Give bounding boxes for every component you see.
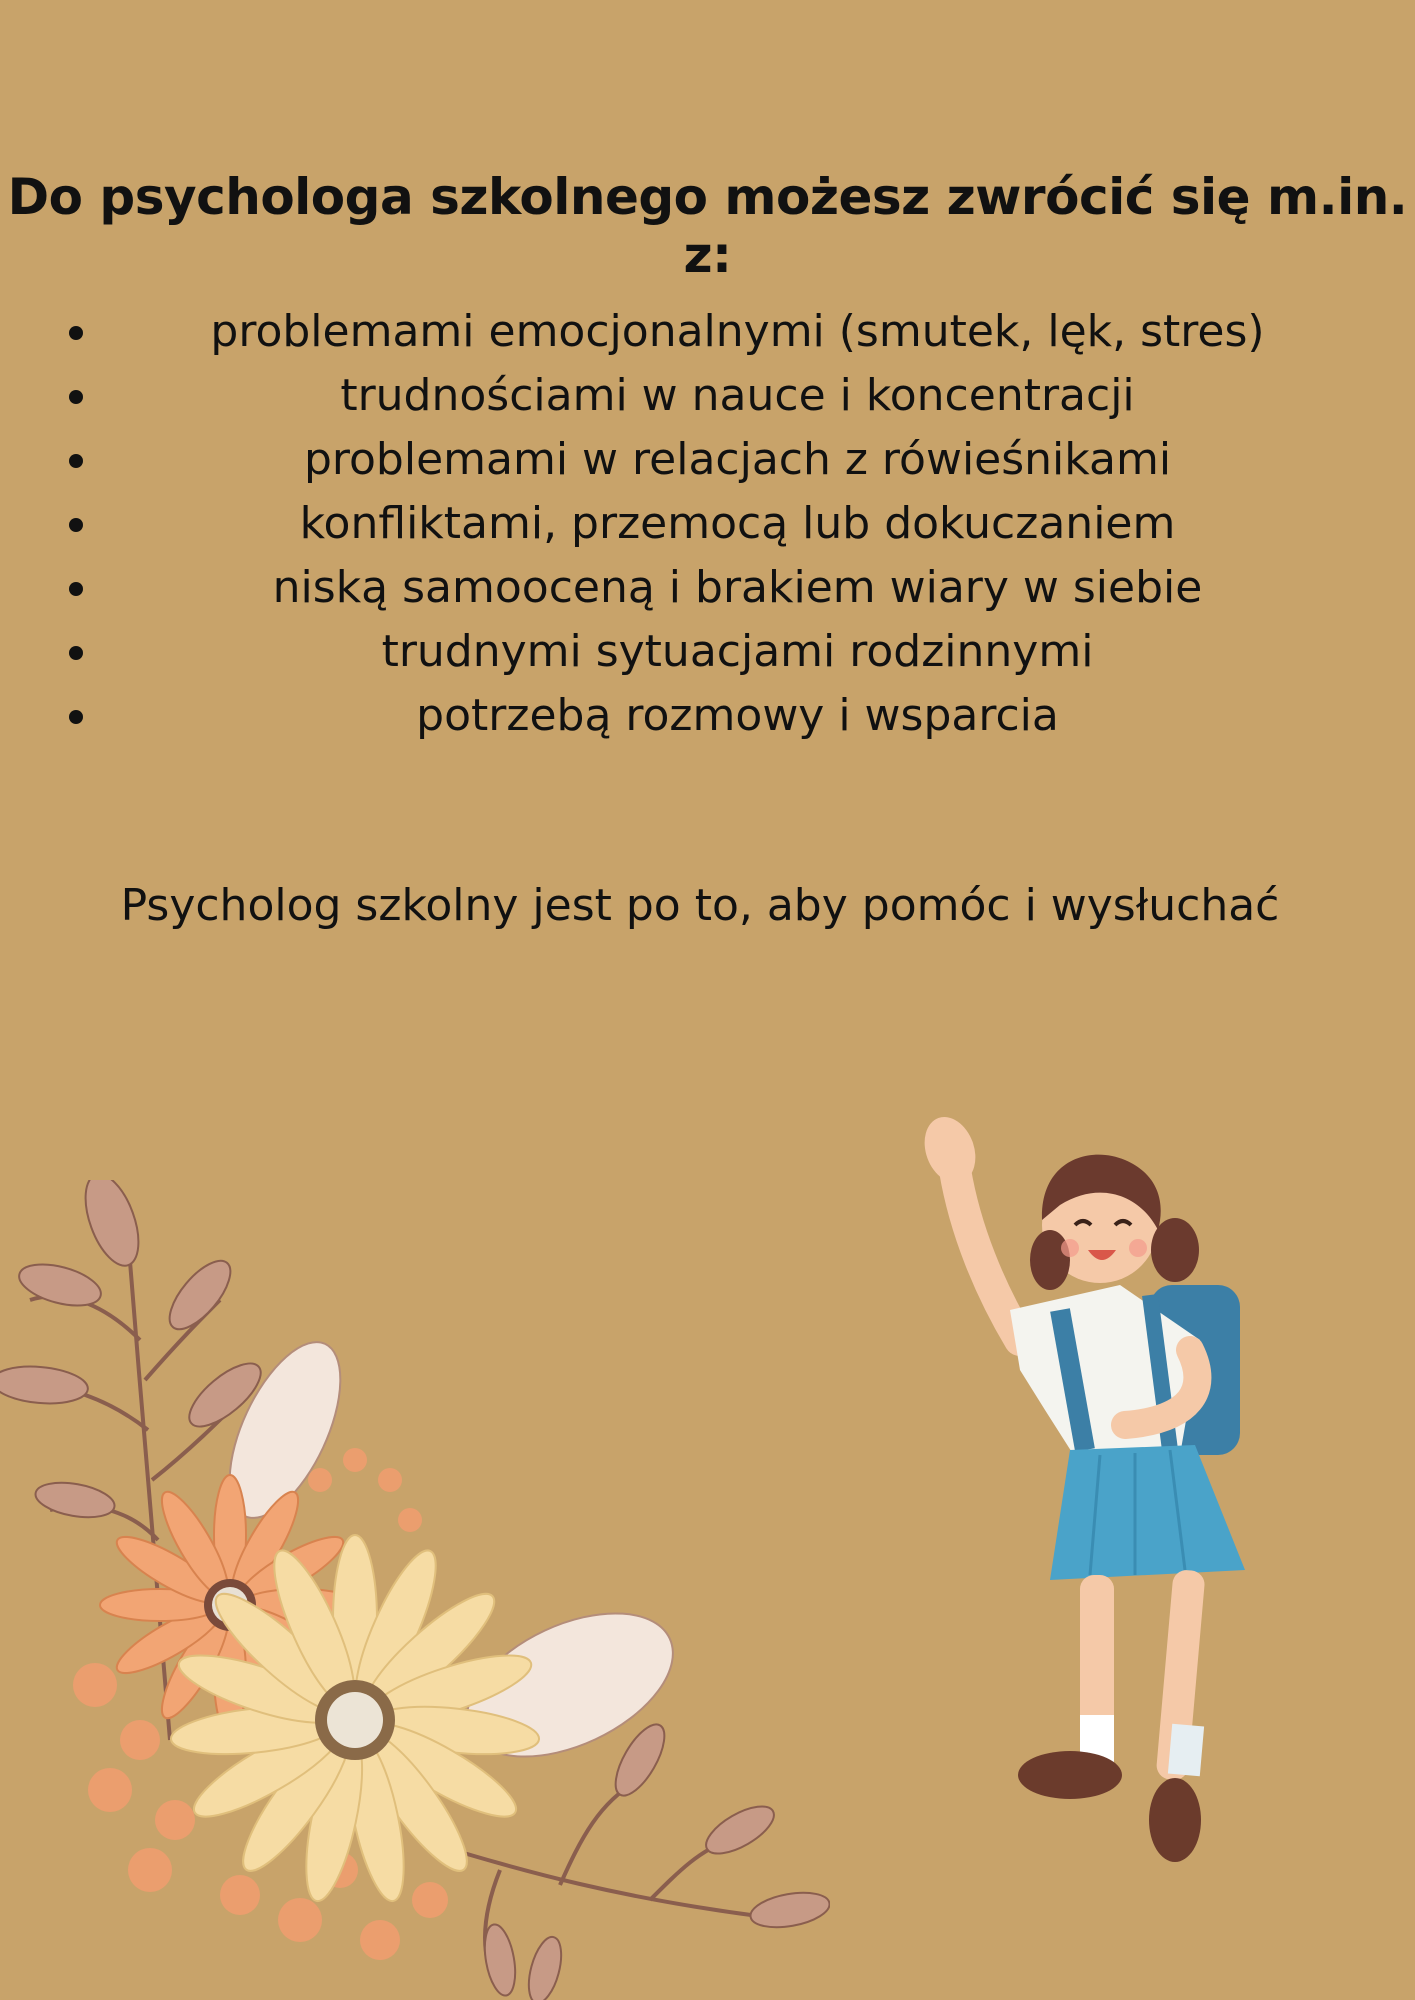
list-item-text: problemami w relacjach z rówieśnikami — [303, 434, 1172, 485]
list-item-text: konfliktami, przemocą lub dokuczaniem — [299, 498, 1176, 549]
list-item-text: potrzebą rozmowy i wsparcia — [416, 690, 1059, 741]
list-item — [0, 556, 1415, 620]
list-item — [0, 428, 1415, 492]
list-item — [0, 620, 1415, 684]
list-item-text: trudnościami w nauce i koncentracji — [340, 370, 1135, 421]
list-item — [0, 492, 1415, 556]
bullet-icon — [69, 710, 83, 724]
flower-bouquet-illustration — [0, 1180, 830, 2000]
list-item-text: trudnymi sytuacjami rodzinnymi — [381, 626, 1094, 677]
closing-text: Psycholog szkolny jest po to, aby pomóc i wysłuchać — [120, 880, 1280, 931]
list-item-text: problemami emocjonalnymi (smutek, lęk, stres) — [210, 306, 1265, 357]
bullet-icon — [69, 326, 83, 340]
list-item-text: niską samooceną i brakiem wiary w siebie — [272, 562, 1203, 613]
list-item — [0, 684, 1415, 748]
bullet-icon — [69, 454, 83, 468]
bullet-icon — [69, 390, 83, 404]
bullet-icon — [69, 582, 83, 596]
bullet-icon — [69, 518, 83, 532]
topics-list — [0, 300, 1415, 748]
list-item — [0, 364, 1415, 428]
list-item — [0, 300, 1415, 364]
bullet-icon — [69, 646, 83, 660]
waving-schoolgirl-illustration — [900, 1110, 1290, 1870]
page-title: Do psychologa szkolnego możesz zwrócić się m.in. z: — [7, 168, 1408, 284]
